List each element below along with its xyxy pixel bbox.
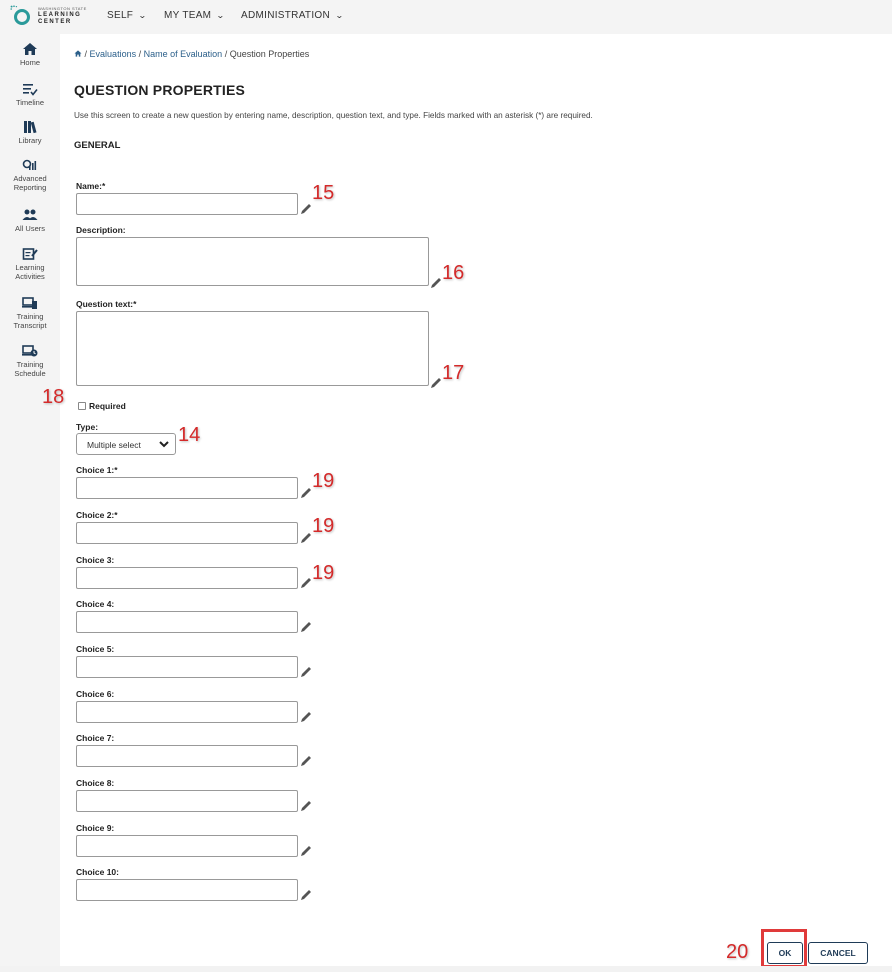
description-textarea[interactable] — [76, 237, 429, 286]
choice-5-input[interactable] — [76, 656, 298, 678]
breadcrumb-name-of-evaluation[interactable]: Name of Evaluation — [143, 49, 223, 59]
home-icon — [22, 42, 38, 56]
top-bar — [0, 0, 892, 34]
section-general: GENERAL — [74, 140, 121, 151]
sidebar-item-advanced-reporting[interactable] — [0, 158, 60, 192]
pencil-icon[interactable] — [300, 800, 312, 812]
chevron-down-icon: ⌄ — [138, 11, 148, 20]
choice-8-input[interactable] — [76, 790, 298, 812]
choice-3-input[interactable] — [76, 567, 298, 589]
transcript-icon — [22, 296, 38, 310]
sidebar-item-label: Advanced Reporting — [13, 174, 47, 192]
pencil-icon[interactable] — [300, 889, 312, 901]
choice-1-input[interactable] — [76, 477, 298, 499]
pencil-icon[interactable] — [300, 711, 312, 723]
pencil-icon[interactable] — [300, 755, 312, 767]
pencil-icon[interactable] — [300, 845, 312, 857]
nav-administration[interactable] — [241, 10, 343, 21]
nav-my-team[interactable] — [164, 10, 224, 21]
schedule-icon — [22, 344, 38, 358]
sidebar-item-label: Library — [18, 136, 42, 145]
pencil-icon[interactable] — [300, 666, 312, 678]
name-input[interactable] — [76, 193, 298, 215]
sidebar-item-label: Training Transcript — [13, 312, 47, 330]
logo-line-2: LEARNING — [38, 12, 82, 18]
callout-18: 18 — [42, 386, 65, 408]
sidebar — [0, 34, 60, 972]
logo-line-3: CENTER — [38, 19, 72, 25]
choice-10-label: Choice 10: — [76, 867, 119, 877]
sidebar-item-label: Home — [19, 58, 40, 67]
chevron-down-icon: ⌄ — [334, 11, 345, 20]
nav-self[interactable] — [107, 10, 146, 21]
choice-7-input[interactable] — [76, 745, 298, 767]
logo-ring-icon — [14, 9, 30, 25]
pencil-icon[interactable] — [300, 577, 312, 589]
choice-4-label: Choice 4: — [76, 599, 115, 609]
logo-line-1: WASHINGTON STATE — [38, 6, 87, 11]
nav-my-team-label: MY TEAM — [164, 10, 212, 21]
pencil-icon[interactable] — [430, 277, 442, 289]
name-label: Name:* — [76, 181, 106, 191]
main-panel — [42, 34, 892, 966]
pencil-icon[interactable] — [300, 532, 312, 544]
sidebar-item-home[interactable] — [0, 42, 60, 67]
page-title: QUESTION PROPERTIES — [74, 82, 246, 98]
breadcrumb-separator: / — [138, 49, 142, 59]
pencil-icon[interactable] — [430, 377, 442, 389]
logo-text — [38, 5, 87, 26]
choice-10-input[interactable] — [76, 879, 298, 901]
sidebar-item-timeline[interactable] — [0, 82, 60, 107]
breadcrumb-evaluations[interactable]: Evaluations — [89, 49, 137, 59]
learning-activities-icon — [22, 247, 38, 261]
sidebar-item-library[interactable] — [0, 120, 60, 145]
pencil-icon[interactable] — [300, 621, 312, 633]
breadcrumb — [74, 49, 309, 59]
sidebar-item-training-transcript[interactable] — [0, 296, 60, 330]
sidebar-item-learning-activities[interactable] — [0, 247, 60, 281]
breadcrumb-separator: / — [84, 49, 88, 59]
home-icon[interactable] — [74, 50, 82, 57]
callout-19: 19 — [312, 562, 335, 584]
callout-16: 16 — [442, 262, 465, 284]
choice-7-label: Choice 7: — [76, 733, 115, 743]
library-icon — [22, 120, 38, 134]
choice-1-label: Choice 1:* — [76, 465, 118, 475]
callout-19: 19 — [312, 515, 335, 537]
type-label: Type: — [76, 422, 99, 432]
page-intro: Use this screen to create a new question by entering name, description, question text, and type. Fields marked with an asterisk (*) are required. — [74, 111, 593, 120]
cancel-button[interactable]: CANCEL — [808, 942, 868, 964]
ok-button[interactable]: OK — [767, 942, 803, 964]
choice-4-input[interactable] — [76, 611, 298, 633]
choice-9-label: Choice 9: — [76, 823, 115, 833]
callout-14: 14 — [178, 424, 201, 446]
pencil-icon[interactable] — [300, 203, 312, 215]
reporting-icon — [22, 158, 38, 172]
choice-8-label: Choice 8: — [76, 778, 115, 788]
nav-self-label: SELF — [107, 10, 134, 21]
choice-5-label: Choice 5: — [76, 644, 115, 654]
choice-6-input[interactable] — [76, 701, 298, 723]
required-checkbox[interactable] — [78, 402, 86, 410]
chevron-down-icon — [158, 438, 170, 450]
sidebar-item-all-users[interactable] — [0, 208, 60, 233]
callout-17: 17 — [442, 362, 465, 384]
callout-19: 19 — [312, 470, 335, 492]
question-text-label: Question text:* — [76, 299, 137, 309]
choice-2-input[interactable] — [76, 522, 298, 544]
required-label: Required — [89, 401, 126, 411]
type-select[interactable] — [76, 433, 176, 455]
sidebar-item-label: Timeline — [15, 98, 45, 107]
description-label: Description: — [76, 225, 126, 235]
sidebar-item-label: Learning Activities — [15, 263, 45, 281]
sidebar-item-label: Training Schedule — [14, 360, 46, 378]
chevron-down-icon: ⌄ — [216, 11, 226, 20]
breadcrumb-current: Question Properties — [229, 49, 310, 59]
type-select-value: Multiple select — [87, 440, 141, 450]
choice-3-label: Choice 3: — [76, 555, 115, 565]
app-logo[interactable] — [10, 5, 90, 29]
users-icon — [22, 208, 38, 222]
choice-2-label: Choice 2:* — [76, 510, 118, 520]
callout-15: 15 — [312, 182, 335, 204]
sidebar-item-training-schedule[interactable] — [0, 344, 60, 378]
nav-administration-label: ADMINISTRATION — [241, 10, 331, 21]
pencil-icon[interactable] — [300, 487, 312, 499]
question-text-textarea[interactable] — [76, 311, 429, 386]
choice-6-label: Choice 6: — [76, 689, 115, 699]
timeline-icon — [22, 82, 38, 96]
sidebar-item-label: All Users — [14, 224, 45, 233]
breadcrumb-separator: / — [224, 49, 228, 59]
choice-9-input[interactable] — [76, 835, 298, 857]
callout-20: 20 — [726, 941, 749, 963]
bottom-strip — [0, 966, 892, 972]
